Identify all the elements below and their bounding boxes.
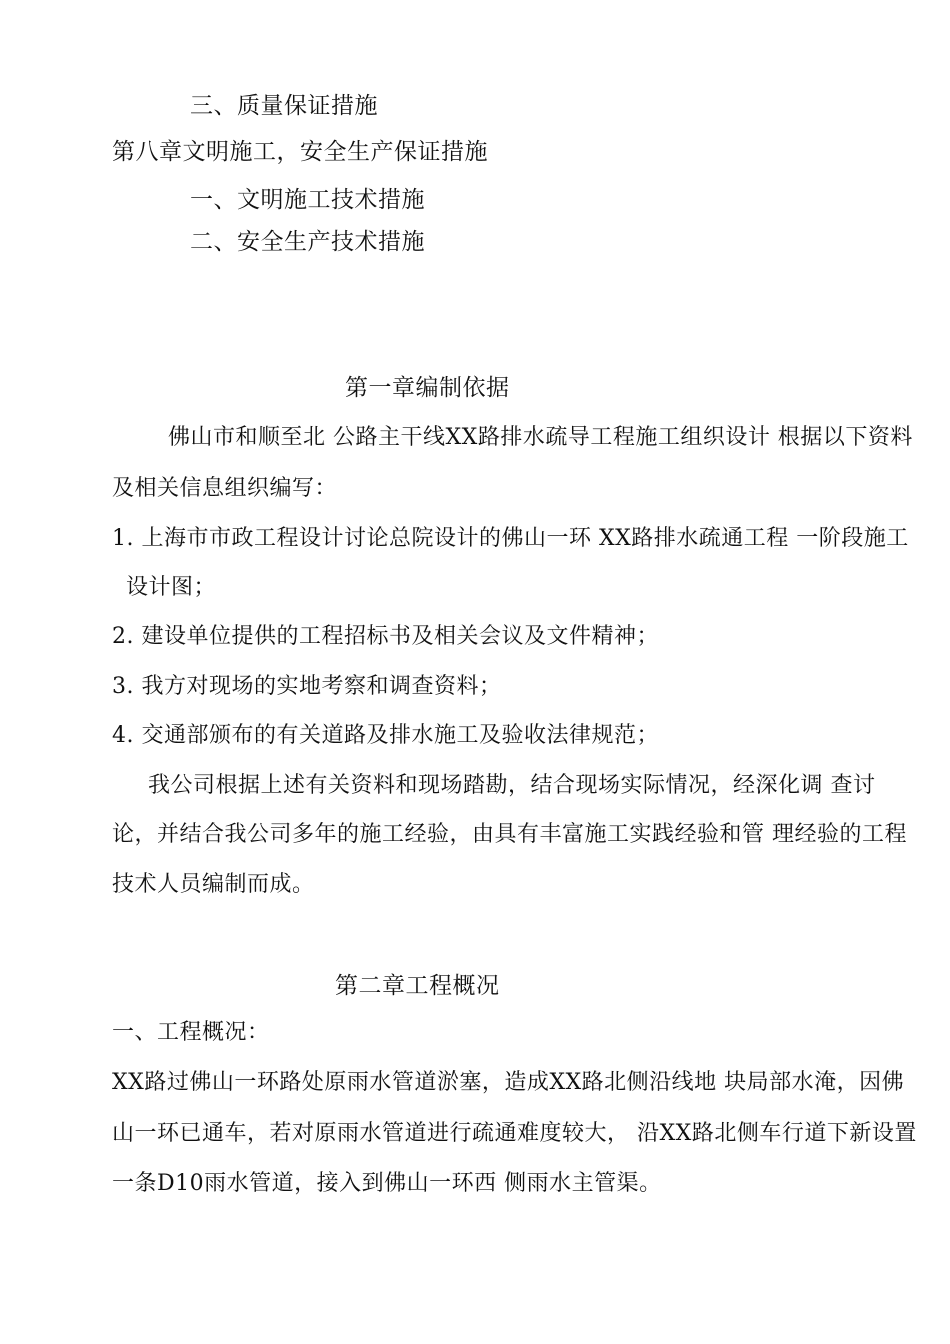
toc-chapter-8: 第八章文明施工，安全生产保证措施	[112, 139, 488, 165]
chapter2-paragraph-line3: 一条D10雨水管道，接入到佛山一环西 侧雨水主管渠。	[112, 1171, 662, 1196]
chapter1-title: 第一章编制依据	[345, 375, 510, 401]
chapter2-title: 第二章工程概况	[335, 973, 500, 999]
toc-item-quality: 三、质量保证措施	[190, 93, 378, 119]
chapter1-item3: 3. 我方对现场的实地考察和调查资料；	[112, 674, 502, 699]
chapter2-section1-heading: 一、工程概况：	[112, 1020, 270, 1045]
chapter2-paragraph-line2: 山一环已通车，若对原雨水管道进行疏通难度较大， 沿XX路北侧车行道下新设置	[112, 1121, 917, 1146]
chapter1-closing-line3: 技术人员编制而成。	[112, 872, 315, 897]
chapter1-closing-line1: 我公司根据上述有关资料和现场踏勘，结合现场实际情况，经深化调 查讨	[148, 773, 876, 798]
toc-item-safety-production: 二、安全生产技术措施	[190, 229, 425, 255]
toc-item-civilized-construction: 一、文明施工技术措施	[190, 187, 425, 213]
chapter1-intro-line2: 及相关信息组织编写：	[112, 476, 338, 501]
chapter1-item2: 2. 建设单位提供的工程招标书及相关会议及文件精神；	[112, 624, 659, 649]
chapter2-paragraph-line1: XX路过佛山一环路处原雨水管道淤塞，造成XX路北侧沿线地 块局部水淹，因佛	[112, 1070, 905, 1095]
chapter1-intro-line1: 佛山市和顺至北 公路主干线XX路排水疏导工程施工组织设计 根据以下资料	[168, 425, 913, 450]
chapter1-item4: 4. 交通部颁布的有关道路及排水施工及验收法律规范；	[112, 723, 659, 748]
chapter1-item1-line1: 1. 上海市市政工程设计讨论总院设计的佛山一环 XX路排水疏通工程 一阶段施工	[112, 526, 909, 551]
chapter1-closing-line2: 论，并结合我公司多年的施工经验，由具有丰富施工实践经验和管 理经验的工程	[112, 822, 907, 847]
chapter1-item1-line2: 设计图；	[126, 575, 217, 600]
